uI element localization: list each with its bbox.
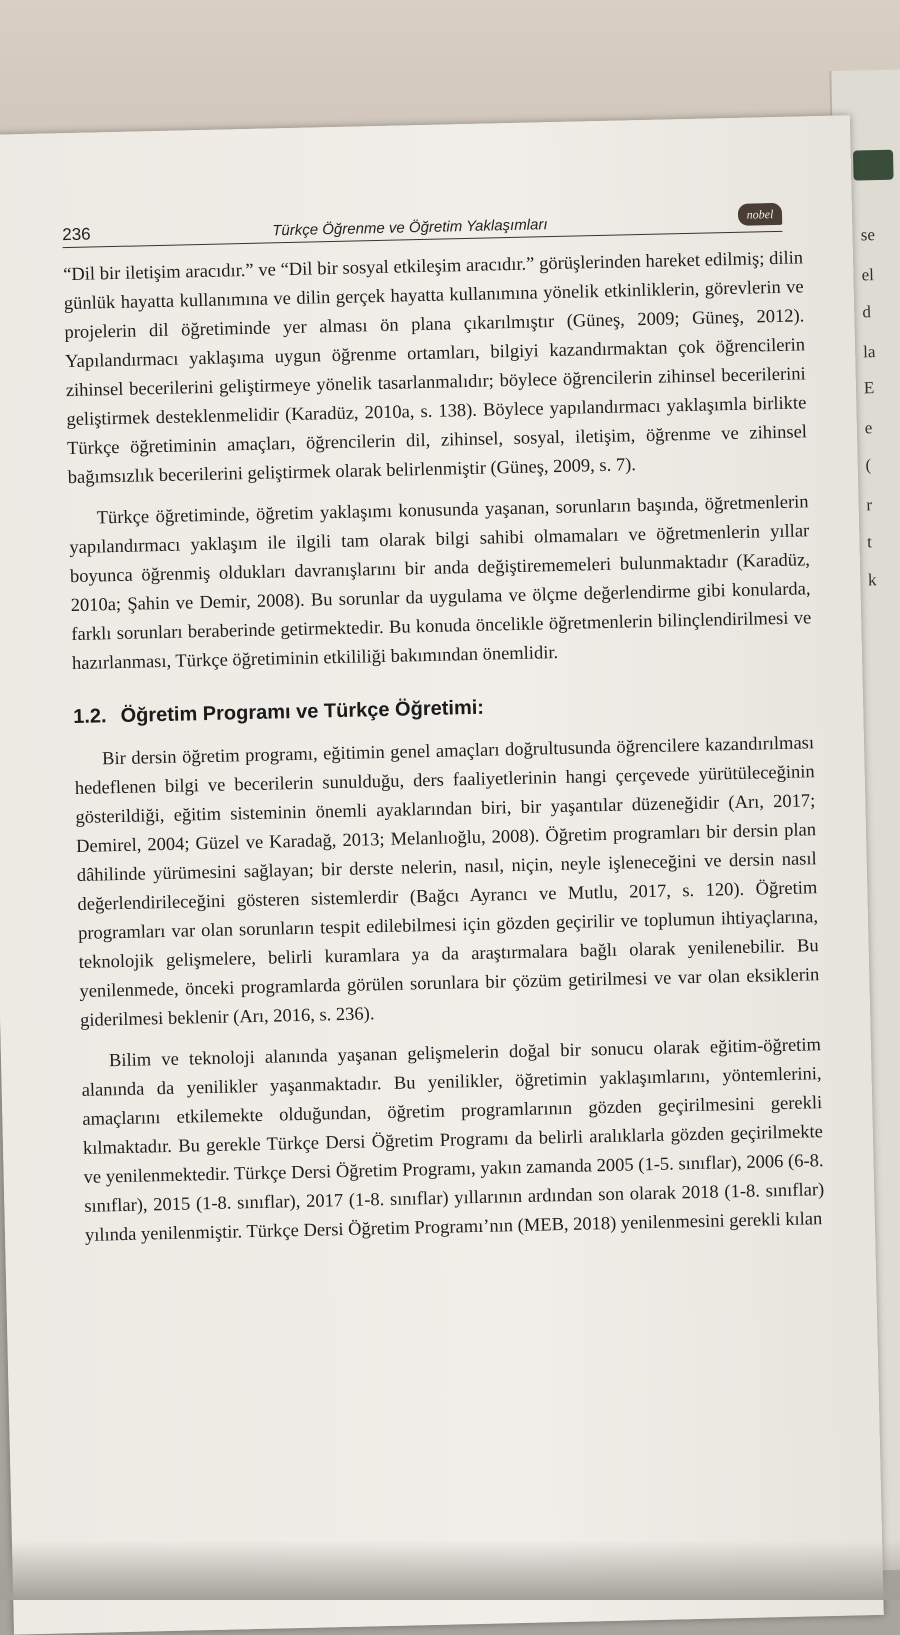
facing-page-fragment: se — [860, 225, 876, 245]
facing-page-fragment: t — [866, 532, 873, 552]
paragraph: Türkçe öğretiminde, öğretim yaklaşımı konusunda yaşanan, sorunların başında, öğretmenlerin yapılandırmacı yaklaşım ile ilgili tam olarak bilgi sahibi olmamaları ve öğretmenlerin yıllar boyunca öğrenmiş oldukları davranışlarını bir anda değiştirememeleri bulunmaktadır (Karadüz, 2010a; Şahin ve Demir, 2008). Bu sorunlar da uygulama ve ölçme değerlendirme gibi konularda, farklı sorunları beraberinde getirmektedir. Bu konuda öncelikle öğretmenlerin bilinçlendirilmesi ve hazırlanması, Türkçe öğretiminin etkililiği bakımından önemlidir. — [69, 492, 812, 675]
paragraph: Bir dersin öğretim programı, eğitimin genel amaçları doğrultusunda öğrencilere kazandırılması hedeflenen bilgi ve becerilerin sunulduğu, ders faaliyetlerinin hangi çerçevede yürütüleceğinin gösterildiği, eğitim sisteminin önemli ayaklarından biri, bir yaşantılar düzeneğidir (Arı, 2017; Demirel, 2004; Güzel ve Karadağ, 2013; Melanlıoğlu, 2008). Öğretim programları bir dersin plan dâhilinde yürümesini sağlayan; bir derste nelerin, nasıl, niçin, neyle işleneceğini ve dersin nasıl değerlendirileceğini gösteren sistemlerdir (Bağcı Ayrancı ve Mutlu, 2017, s. 120). Öğretim programları var olan sorunların tespit edilebilmesi için gözden geçirilir ve toplumun ihtiyaçlarına, teknolojik gelişmelere, belirli kuramlara ya da araştırmalara bağlı olarak yenilenebilir. Bu yenilenmede, önceki programlarda görülen sorunlara bir çözüm getirilmesi ve var olan eksiklerin giderilmesi beklenir (Arı, 2016, s. 236). — [74, 733, 820, 1031]
facing-page-fragment: la — [862, 342, 876, 362]
page-number: 236 — [62, 224, 91, 245]
section-heading — [73, 686, 813, 732]
facing-page-fragment: ( — [865, 455, 872, 475]
paragraph: Bilim ve teknoloji alanında yaşanan gelişmelerin doğal bir sonucu olarak eğitim-öğretim alanında da yenilikler yaşanmaktadır. Bu yenilikler, öğretimin yaklaşımlarını, yöntemlerini, amaçlarını etkilemekte olduğundan, öğretim programlarının gözden geçirilmesini gerekli kılmaktadır. Bu gerekle Türkçe Dersi Öğretim Programı da belirli aralıklarla gözden geçirilmekte ve yenilenmektedir. Türkçe Dersi Öğretim Programı, yakın zamanda 2005 (1-5. sınıflar), 2006 (6-8. sınıflar), 2015 (1-8. sınıflar), 2017 (1-8. sınıflar) yıllarının ardından son olarak 2018 (1-8. sınıflar) yılında yenilenmiştir. Türkçe Dersi Öğretim Programı’nın (MEB, 2018) yenilenmesini gerekli kılan — [81, 1035, 825, 1246]
publisher-logo: nobel — [738, 203, 782, 226]
page-body — [63, 244, 826, 1263]
facing-page-fragment: e — [864, 418, 873, 438]
page-header — [62, 197, 783, 248]
facing-page-badge — [853, 150, 894, 181]
paragraph: “Dil bir iletişim aracıdır.” ve “Dil bir sosyal etkileşim aracıdır.” görüşlerinden hareket edilmiş; dilin günlük hayatta kullanımına ve dilin gerçek hayatta kullanımına yönelik etkinliklerin, görevlerin ve projelerin dil öğretiminde yer alması ön plana çıkarılmıştır (Güneş, 2009; Güneş, 2012). Yapılandırmacı yaklaşıma uygun öğrenme ortamları, bilgiyi kazandırmaktan çok öğrencilerin zihinsel becerilerini geliştirmeye yönelik tasarlanmalıdır; böylece öğrencilerin zihinsel becerilerini geliştirmek desteklenmelidir (Karadüz, 2010a, s. 138). Böylece yapılandırmacı yaklaşımla birlikte Türkçe öğretiminin amaçları, öğrencilerin dil, zihinsel, sosyal, iletişim, öğrenme ve zihinsel bağımsızlık becerilerini geliştirmek olarak belirlenmiştir (Güneş, 2009, s. 7). — [62, 248, 808, 489]
bottom-shadow — [0, 1540, 900, 1600]
section-number: 1.2. — [72, 705, 107, 729]
facing-page-fragment: d — [862, 302, 872, 322]
facing-page-fragment: E — [863, 378, 875, 398]
running-title: Türkçe Öğrenme ve Öğretim Yaklaşımları — [272, 216, 548, 240]
section-title: Öğretim Programı ve Türkçe Öğretimi: — [120, 696, 485, 727]
facing-page-fragment: k — [867, 570, 877, 590]
book-page — [0, 115, 884, 1634]
facing-page-fragment: r — [866, 495, 873, 515]
facing-page-fragment: el — [861, 265, 875, 285]
